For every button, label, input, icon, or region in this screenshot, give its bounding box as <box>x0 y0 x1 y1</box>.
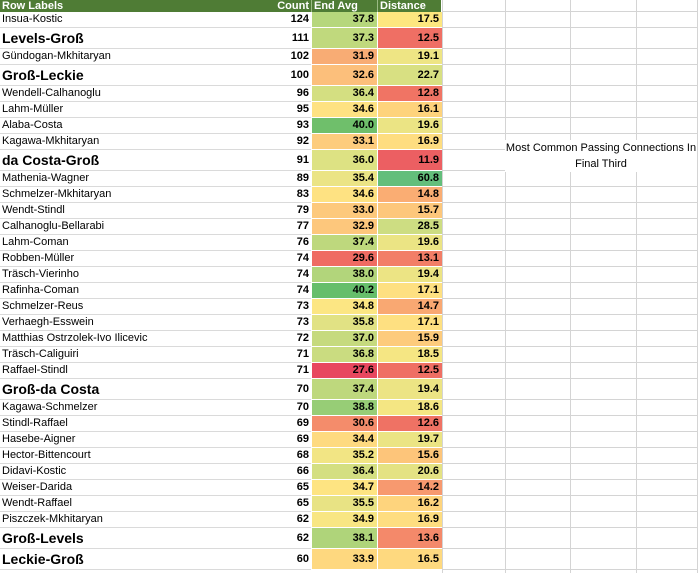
count-cell[interactable]: 71 <box>253 347 311 363</box>
table-row[interactable] <box>0 235 442 251</box>
count-cell[interactable]: 100 <box>253 65 311 86</box>
end-avg-cell[interactable]: 33.0 <box>311 203 377 219</box>
table-row[interactable] <box>0 400 442 416</box>
gridline-horizontal <box>442 218 698 219</box>
gridline-horizontal <box>442 463 698 464</box>
end-avg-cell[interactable]: 37.8 <box>311 12 377 28</box>
end-avg-cell[interactable]: 35.4 <box>311 171 377 187</box>
count-cell[interactable]: 91 <box>253 150 311 171</box>
count-cell[interactable]: 66 <box>253 464 311 480</box>
count-cell[interactable]: 73 <box>253 299 311 315</box>
row-label-cell[interactable]: Stindl-Raffael <box>0 416 253 432</box>
row-label-cell[interactable]: Wendt-Raffael <box>0 496 253 512</box>
row-label-cell[interactable]: Hector-Bittencourt <box>0 448 253 464</box>
distance-avg-cell[interactable]: 14.2 <box>377 480 442 496</box>
table-row[interactable] <box>0 134 442 150</box>
gridline-horizontal <box>442 186 698 187</box>
table-row[interactable] <box>0 464 442 480</box>
distance-avg-cell[interactable]: 19.6 <box>377 235 442 251</box>
end-avg-cell[interactable]: 38.8 <box>311 400 377 416</box>
distance-avg-cell[interactable]: 13.6 <box>377 528 442 549</box>
table-row[interactable] <box>0 331 442 347</box>
count-cell[interactable]: 76 <box>253 235 311 251</box>
row-label-cell[interactable]: Piszczek-Mkhitaryan <box>0 512 253 528</box>
end-avg-cell[interactable]: 40.2 <box>311 283 377 299</box>
row-label-cell[interactable]: Alaba-Costa <box>0 118 253 134</box>
row-label-cell[interactable]: Kagawa-Mkhitaryan <box>0 134 253 150</box>
end-avg-cell[interactable]: 34.6 <box>311 102 377 118</box>
gridline-horizontal <box>442 495 698 496</box>
row-label-cell[interactable]: Hasebe-Aigner <box>0 432 253 448</box>
table-row[interactable] <box>0 49 442 65</box>
count-cell[interactable]: 79 <box>253 203 311 219</box>
row-label-cell[interactable]: Robben-Müller <box>0 251 253 267</box>
end-avg-cell[interactable]: 31.9 <box>311 49 377 65</box>
table-row[interactable] <box>0 283 442 299</box>
row-label-cell[interactable]: da Costa-Groß <box>0 150 253 171</box>
gridline-horizontal <box>442 479 698 480</box>
row-label-cell[interactable]: Groß-Levels <box>0 528 253 549</box>
distance-avg-cell[interactable]: 17.1 <box>377 283 442 299</box>
gridline-horizontal <box>442 85 698 86</box>
gridline-horizontal <box>442 548 698 549</box>
table-row[interactable] <box>0 299 442 315</box>
row-label-cell[interactable]: Träsch-Caliguiri <box>0 347 253 363</box>
row-label-cell[interactable]: Mathenia-Wagner <box>0 171 253 187</box>
end-avg-cell[interactable]: 35.2 <box>311 448 377 464</box>
end-avg-cell[interactable]: 37.0 <box>311 331 377 347</box>
end-avg-cell[interactable]: 35.5 <box>311 496 377 512</box>
count-cell[interactable]: 102 <box>253 49 311 65</box>
count-cell[interactable]: 69 <box>253 432 311 448</box>
gridline-horizontal <box>442 202 698 203</box>
end-avg-cell[interactable]: 34.8 <box>311 299 377 315</box>
distance-avg-cell[interactable]: 19.1 <box>377 49 442 65</box>
distance-avg-cell[interactable]: 17.1 <box>377 315 442 331</box>
row-label-cell[interactable]: Matthias Ostrzolek-Ivo Ilicevic <box>0 331 253 347</box>
table-row[interactable] <box>0 65 442 86</box>
table-row[interactable] <box>0 219 442 235</box>
count-cell[interactable]: 70 <box>253 400 311 416</box>
end-avg-cell[interactable]: 34.4 <box>311 432 377 448</box>
gridline-horizontal <box>442 431 698 432</box>
end-avg-cell[interactable]: 33.1 <box>311 134 377 150</box>
distance-avg-cell[interactable]: 12.6 <box>377 416 442 432</box>
count-cell[interactable]: 111 <box>253 28 311 49</box>
table-row[interactable] <box>0 549 442 570</box>
row-label-cell[interactable]: Schmelzer-Reus <box>0 299 253 315</box>
distance-avg-cell[interactable]: 12.8 <box>377 86 442 102</box>
gridline-horizontal <box>442 378 698 379</box>
count-cell[interactable]: 62 <box>253 528 311 549</box>
count-cell[interactable]: 72 <box>253 331 311 347</box>
gridline-horizontal <box>442 11 698 12</box>
distance-avg-cell[interactable]: 17.5 <box>377 12 442 28</box>
gridline-horizontal <box>442 362 698 363</box>
row-label-cell[interactable]: Didavi-Kostic <box>0 464 253 480</box>
gridline-horizontal <box>442 101 698 102</box>
count-cell[interactable]: 92 <box>253 134 311 150</box>
gridline-horizontal <box>442 64 698 65</box>
table-row[interactable] <box>0 363 442 379</box>
count-cell[interactable]: 89 <box>253 171 311 187</box>
gridline-horizontal <box>442 330 698 331</box>
table-row[interactable] <box>0 187 442 203</box>
row-label-cell[interactable]: Verhaegh-Esswein <box>0 315 253 331</box>
row-label-cell[interactable]: Levels-Groß <box>0 28 253 49</box>
row-label-cell[interactable]: Lahm-Coman <box>0 235 253 251</box>
table-row[interactable] <box>0 118 442 134</box>
distance-avg-cell[interactable]: 20.6 <box>377 464 442 480</box>
table-row[interactable] <box>0 102 442 118</box>
row-label-cell[interactable]: Lahm-Müller <box>0 102 253 118</box>
table-row[interactable] <box>0 12 442 28</box>
distance-avg-cell[interactable]: 19.7 <box>377 432 442 448</box>
end-avg-cell[interactable]: 35.8 <box>311 315 377 331</box>
row-label-cell[interactable]: Gündogan-Mkhitaryan <box>0 49 253 65</box>
table-row[interactable] <box>0 203 442 219</box>
header-count[interactable]: Count <box>253 0 311 12</box>
end-avg-cell[interactable]: 32.6 <box>311 65 377 86</box>
row-label-cell[interactable]: Kagawa-Schmelzer <box>0 400 253 416</box>
side-note-cell[interactable]: Most Common Passing Connections In Final Third <box>505 142 697 170</box>
gridline-horizontal <box>442 282 698 283</box>
row-label-cell[interactable]: Calhanoglu-Bellarabi <box>0 219 253 235</box>
count-cell[interactable]: 96 <box>253 86 311 102</box>
table-row[interactable] <box>0 86 442 102</box>
row-label-cell[interactable]: Groß-da Costa <box>0 379 253 400</box>
count-cell[interactable]: 71 <box>253 363 311 379</box>
gridline-horizontal <box>442 527 698 528</box>
header-distance-avg[interactable]: Distance <box>377 0 441 12</box>
table-row[interactable] <box>0 416 442 432</box>
end-avg-cell[interactable]: 29.6 <box>311 251 377 267</box>
gridline-horizontal <box>442 234 698 235</box>
table-row[interactable] <box>0 315 442 331</box>
end-avg-cell[interactable]: 37.3 <box>311 28 377 49</box>
count-cell[interactable]: 65 <box>253 480 311 496</box>
table-row[interactable] <box>0 496 442 512</box>
distance-avg-cell[interactable]: 16.1 <box>377 102 442 118</box>
distance-avg-cell[interactable]: 14.8 <box>377 187 442 203</box>
end-avg-cell[interactable]: 33.9 <box>311 549 377 570</box>
distance-avg-cell[interactable]: 13.1 <box>377 251 442 267</box>
distance-avg-cell[interactable]: 15.7 <box>377 203 442 219</box>
distance-avg-cell[interactable]: 15.6 <box>377 448 442 464</box>
row-label-cell[interactable]: Groß-Leckie <box>0 65 253 86</box>
count-cell[interactable]: 62 <box>253 512 311 528</box>
end-avg-cell[interactable]: 32.9 <box>311 219 377 235</box>
end-avg-cell[interactable]: 37.4 <box>311 235 377 251</box>
count-cell[interactable]: 70 <box>253 379 311 400</box>
row-label-cell[interactable]: Schmelzer-Mkhitaryan <box>0 187 253 203</box>
gridline-horizontal <box>442 117 698 118</box>
end-avg-cell[interactable]: 27.6 <box>311 363 377 379</box>
count-cell[interactable]: 95 <box>253 102 311 118</box>
gridline-horizontal <box>442 298 698 299</box>
count-cell[interactable]: 74 <box>253 283 311 299</box>
table-row[interactable] <box>0 150 442 171</box>
distance-avg-cell[interactable]: 16.2 <box>377 496 442 512</box>
end-avg-cell[interactable]: 34.9 <box>311 512 377 528</box>
distance-avg-cell[interactable]: 11.9 <box>377 150 442 171</box>
header-end-avg[interactable]: End Avg <box>311 0 377 12</box>
end-avg-cell[interactable]: 38.1 <box>311 528 377 549</box>
table-row[interactable] <box>0 480 442 496</box>
end-avg-cell[interactable]: 30.6 <box>311 416 377 432</box>
distance-avg-cell[interactable]: 12.5 <box>377 28 442 49</box>
end-avg-cell[interactable]: 36.4 <box>311 464 377 480</box>
gridline-horizontal <box>442 447 698 448</box>
distance-avg-cell[interactable]: 16.9 <box>377 512 442 528</box>
row-label-cell[interactable]: Leckie-Groß <box>0 549 253 570</box>
table-row[interactable] <box>0 28 442 49</box>
table-row[interactable] <box>0 251 442 267</box>
distance-avg-cell[interactable]: 18.6 <box>377 400 442 416</box>
end-avg-cell[interactable]: 36.0 <box>311 150 377 171</box>
distance-avg-cell[interactable]: 14.7 <box>377 299 442 315</box>
end-avg-cell[interactable]: 40.0 <box>311 118 377 134</box>
gridline-horizontal <box>442 399 698 400</box>
gridline-horizontal <box>442 250 698 251</box>
count-cell[interactable]: 124 <box>253 12 311 28</box>
row-label-cell[interactable]: Wendell-Calhanoglu <box>0 86 253 102</box>
distance-avg-cell[interactable]: 28.5 <box>377 219 442 235</box>
gridline-horizontal <box>442 27 698 28</box>
distance-avg-cell[interactable]: 22.7 <box>377 65 442 86</box>
gridline-horizontal <box>442 346 698 347</box>
gridline-horizontal <box>442 133 698 134</box>
count-cell[interactable]: 77 <box>253 219 311 235</box>
count-cell[interactable]: 93 <box>253 118 311 134</box>
end-avg-cell[interactable]: 34.7 <box>311 480 377 496</box>
row-label-cell[interactable]: Insua-Kostic <box>0 12 253 28</box>
count-cell[interactable]: 65 <box>253 496 311 512</box>
row-label-cell[interactable]: Wendt-Stindl <box>0 203 253 219</box>
gridline-horizontal <box>442 314 698 315</box>
table-row[interactable] <box>0 171 442 187</box>
table-row[interactable] <box>0 267 442 283</box>
gridline-horizontal <box>442 415 698 416</box>
end-avg-cell[interactable]: 34.6 <box>311 187 377 203</box>
table-row[interactable] <box>0 379 442 400</box>
row-label-cell[interactable]: Rafinha-Coman <box>0 283 253 299</box>
gridline-horizontal <box>442 266 698 267</box>
gridline-horizontal <box>442 48 698 49</box>
distance-avg-cell[interactable]: 19.6 <box>377 118 442 134</box>
gridline-horizontal <box>442 569 698 570</box>
gridline-horizontal <box>442 511 698 512</box>
distance-avg-cell[interactable]: 16.5 <box>377 549 442 570</box>
count-cell[interactable]: 83 <box>253 187 311 203</box>
table-row[interactable] <box>0 432 442 448</box>
header-row-labels[interactable]: Row Labels <box>0 0 253 12</box>
table-row[interactable] <box>0 512 442 528</box>
distance-avg-cell[interactable]: 15.9 <box>377 331 442 347</box>
end-avg-cell[interactable]: 36.4 <box>311 86 377 102</box>
count-cell[interactable]: 68 <box>253 448 311 464</box>
distance-avg-cell[interactable]: 12.5 <box>377 363 442 379</box>
distance-avg-cell[interactable]: 16.9 <box>377 134 442 150</box>
table-row[interactable] <box>0 347 442 363</box>
count-cell[interactable]: 74 <box>253 267 311 283</box>
end-avg-cell[interactable]: 37.4 <box>311 379 377 400</box>
table-row[interactable] <box>0 448 442 464</box>
distance-avg-cell[interactable]: 60.8 <box>377 171 442 187</box>
row-label-cell[interactable]: Weiser-Darida <box>0 480 253 496</box>
table-row[interactable] <box>0 528 442 549</box>
end-avg-cell[interactable]: 36.8 <box>311 347 377 363</box>
row-label-cell[interactable]: Raffael-Stindl <box>0 363 253 379</box>
count-cell[interactable]: 73 <box>253 315 311 331</box>
distance-avg-cell[interactable]: 19.4 <box>377 379 442 400</box>
distance-avg-cell[interactable]: 19.4 <box>377 267 442 283</box>
count-cell[interactable]: 69 <box>253 416 311 432</box>
end-avg-cell[interactable]: 38.0 <box>311 267 377 283</box>
count-cell[interactable]: 60 <box>253 549 311 570</box>
distance-avg-cell[interactable]: 18.5 <box>377 347 442 363</box>
row-label-cell[interactable]: Träsch-Vierinho <box>0 267 253 283</box>
count-cell[interactable]: 74 <box>253 251 311 267</box>
